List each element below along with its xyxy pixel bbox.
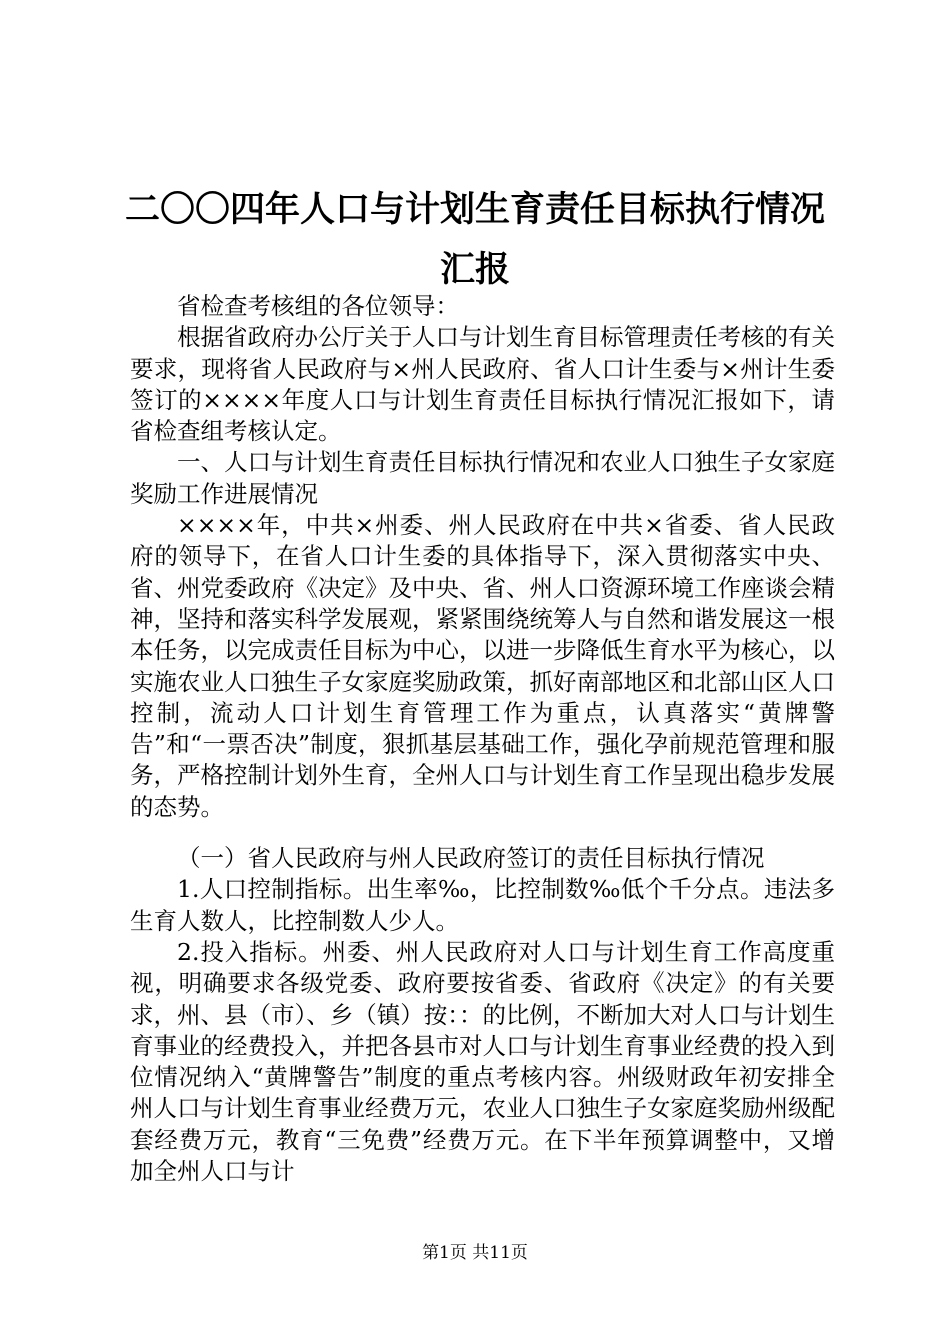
document-body xyxy=(130,291,835,1187)
document-title-line-2: 汇报 xyxy=(439,249,510,290)
subsection-heading: （一）省人民政府与州人民政府签订的责任目标执行情况 xyxy=(177,844,765,873)
body-paragraph: 1.人口控制指标。出生率‰，比控制数‰低个千分点。违法多生育人数人，比控制数人少人。 xyxy=(130,875,835,935)
body-paragraph: 根据省政府办公厅关于人口与计划生育目标管理责任考核的有关要求，现将省人民政府与×州人民政府、省人口计生委与×州计生委签订的××××年度人口与计划生育责任目标执行情况汇报如下，请省检查组考核认定。 xyxy=(130,323,835,446)
section-heading: 一、人口与计划生育责任目标执行情况和农业人口独生子女家庭奖励工作进展情况 xyxy=(130,448,835,508)
body-paragraph: 2.投入指标。州委、州人民政府对人口与计划生育工作高度重视，明确要求各级党委、政府要按省委、省政府《决定》的有关要求，州、县（市）、乡（镇）按：：的比例，不断加大对人口与计划生育事业的经费投入，并把各县市对人口与计划生育事业经费的投入到位情况纳入“黄牌警告”制度的重点考核内容。州级财政年初安排全州人口与计划生育事业经费万元，农业人口独生子女家庭奖励州级配套经费万元，教育“三免费”经费万元。在下半年预算调整中，又增加全州人口与计 xyxy=(130,937,835,1186)
salutation: 省检查考核组的各位领导： xyxy=(177,292,459,320)
page-number: 第1页 共11页 xyxy=(422,1243,528,1263)
document-title-line-1: 二〇〇四年人口与计划生育责任目标执行情况 xyxy=(124,189,825,230)
body-paragraph: ××××年，中共×州委、州人民政府在中共×省委、省人民政府的领导下，在省人口计生委的具体指导下，深入贯彻落实中央、省、州党委政府《决定》及中央、省、州人口资源环境工作座谈会精神，坚持和落实科学发展观，紧紧围绕统筹人与自然和谐发展这一根本任务，以完成责任目标为中心，以进一步降低生育水平为核心，以实施农业人口独生子女家庭奖励政策，抓好南部地区和北部山区人口控制，流动人口计划生育管理工作为重点，认真落实“黄牌警告”和“一票否决”制度，狠抓基层基础工作，强化孕前规范管理和服务，严格控制计划外生育，全州人口与计划生育工作呈现出稳步发展的态势。 xyxy=(130,511,835,821)
